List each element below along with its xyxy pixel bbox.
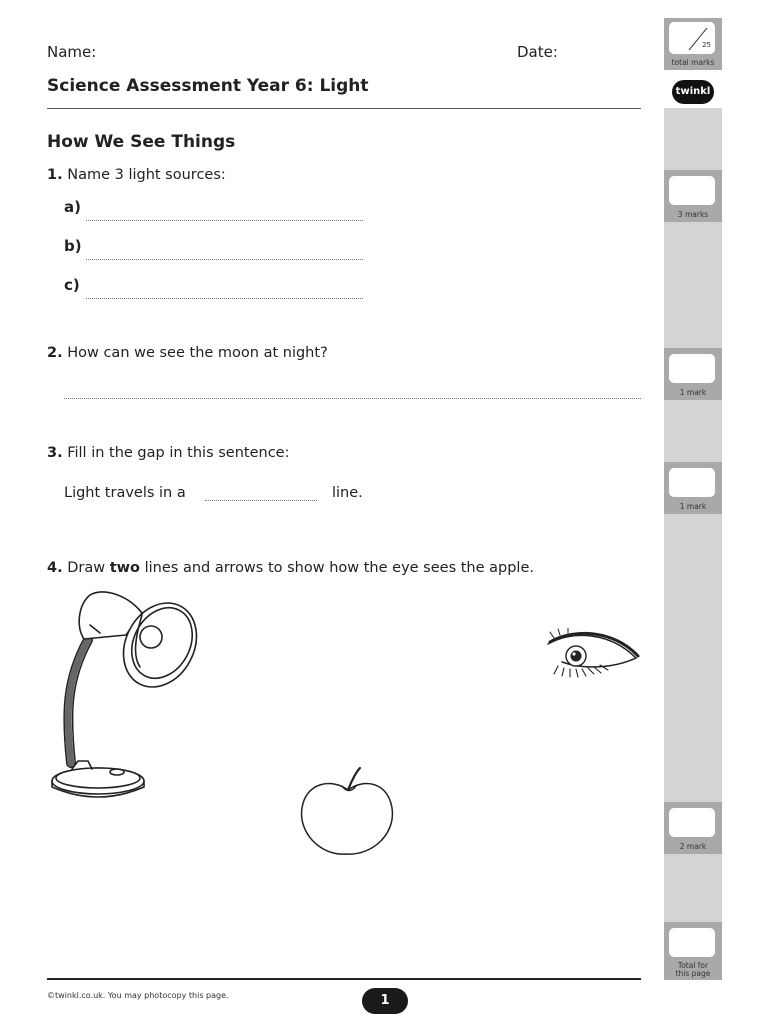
total-marks-block bbox=[664, 18, 722, 70]
subpart-c-label: c) bbox=[64, 276, 80, 294]
footer-copyright: ©twinkl.co.uk. You may photocopy this page. bbox=[47, 991, 229, 1000]
question-1-text: Name 3 light sources: bbox=[67, 167, 226, 183]
q2-marks-box[interactable] bbox=[669, 354, 715, 383]
page-total-block bbox=[664, 922, 722, 980]
q2-marks-block bbox=[664, 348, 722, 400]
answer-line-a[interactable] bbox=[86, 220, 363, 221]
q4-marks-label: 2 mark bbox=[679, 842, 707, 851]
question-2 bbox=[47, 345, 328, 361]
gap-sentence-start: Light travels in a bbox=[64, 485, 186, 501]
q4-marks-box[interactable] bbox=[669, 808, 715, 837]
page-total-label-line1: Total for bbox=[677, 961, 709, 970]
total-marks-box bbox=[669, 22, 715, 54]
total-marks-slash bbox=[669, 22, 715, 54]
question-2-number: 2. bbox=[47, 345, 63, 361]
question-4-text-bold: two bbox=[109, 560, 140, 576]
subpart-b-label: b) bbox=[64, 237, 82, 255]
page-total-box[interactable] bbox=[669, 928, 715, 957]
total-marks-label: total marks bbox=[671, 58, 715, 67]
page-total-label-line2: this page bbox=[675, 969, 711, 978]
answer-line-q2[interactable] bbox=[64, 398, 641, 399]
header-divider bbox=[47, 108, 641, 109]
q1-marks-label: 3 marks bbox=[677, 210, 709, 219]
footer-divider bbox=[47, 978, 641, 980]
question-3-text: Fill in the gap in this sentence: bbox=[67, 445, 290, 461]
eye-illustration bbox=[544, 628, 642, 682]
q1-marks-box[interactable] bbox=[669, 176, 715, 205]
date-label: Date: bbox=[517, 43, 558, 61]
question-4-text-after: lines and arrows to show how the eye sees the apple. bbox=[140, 560, 534, 576]
question-3 bbox=[47, 445, 289, 461]
total-marks-value: 25 bbox=[702, 41, 711, 49]
q3-marks-box[interactable] bbox=[669, 468, 715, 497]
answer-line-b[interactable] bbox=[86, 259, 363, 260]
q4-marks-block bbox=[664, 802, 722, 854]
q1-marks-block bbox=[664, 170, 722, 222]
q3-marks-block bbox=[664, 462, 722, 514]
question-4 bbox=[47, 560, 534, 576]
question-3-number: 3. bbox=[47, 445, 63, 461]
twinkl-logo: twinkl bbox=[672, 80, 714, 104]
question-1 bbox=[47, 167, 226, 183]
section-heading: How We See Things bbox=[47, 132, 236, 152]
q2-marks-label: 1 mark bbox=[679, 388, 707, 397]
page-total-label bbox=[664, 962, 722, 978]
page-title: Science Assessment Year 6: Light bbox=[47, 76, 369, 96]
gap-answer-line[interactable] bbox=[205, 500, 317, 501]
subpart-a-label: a) bbox=[64, 198, 81, 216]
gap-sentence-end: line. bbox=[332, 485, 363, 501]
question-4-text-before: Draw bbox=[67, 560, 110, 576]
page-number-badge bbox=[362, 988, 408, 1014]
answer-line-c[interactable] bbox=[86, 298, 363, 299]
page-number: 1 bbox=[380, 993, 390, 1008]
desk-lamp-illustration bbox=[48, 585, 198, 803]
question-1-number: 1. bbox=[47, 167, 63, 183]
question-2-text: How can we see the moon at night? bbox=[67, 345, 328, 361]
apple-illustration bbox=[298, 764, 398, 858]
name-label: Name: bbox=[47, 43, 97, 61]
question-4-number: 4. bbox=[47, 560, 63, 576]
q3-marks-label: 1 mark bbox=[679, 502, 707, 511]
